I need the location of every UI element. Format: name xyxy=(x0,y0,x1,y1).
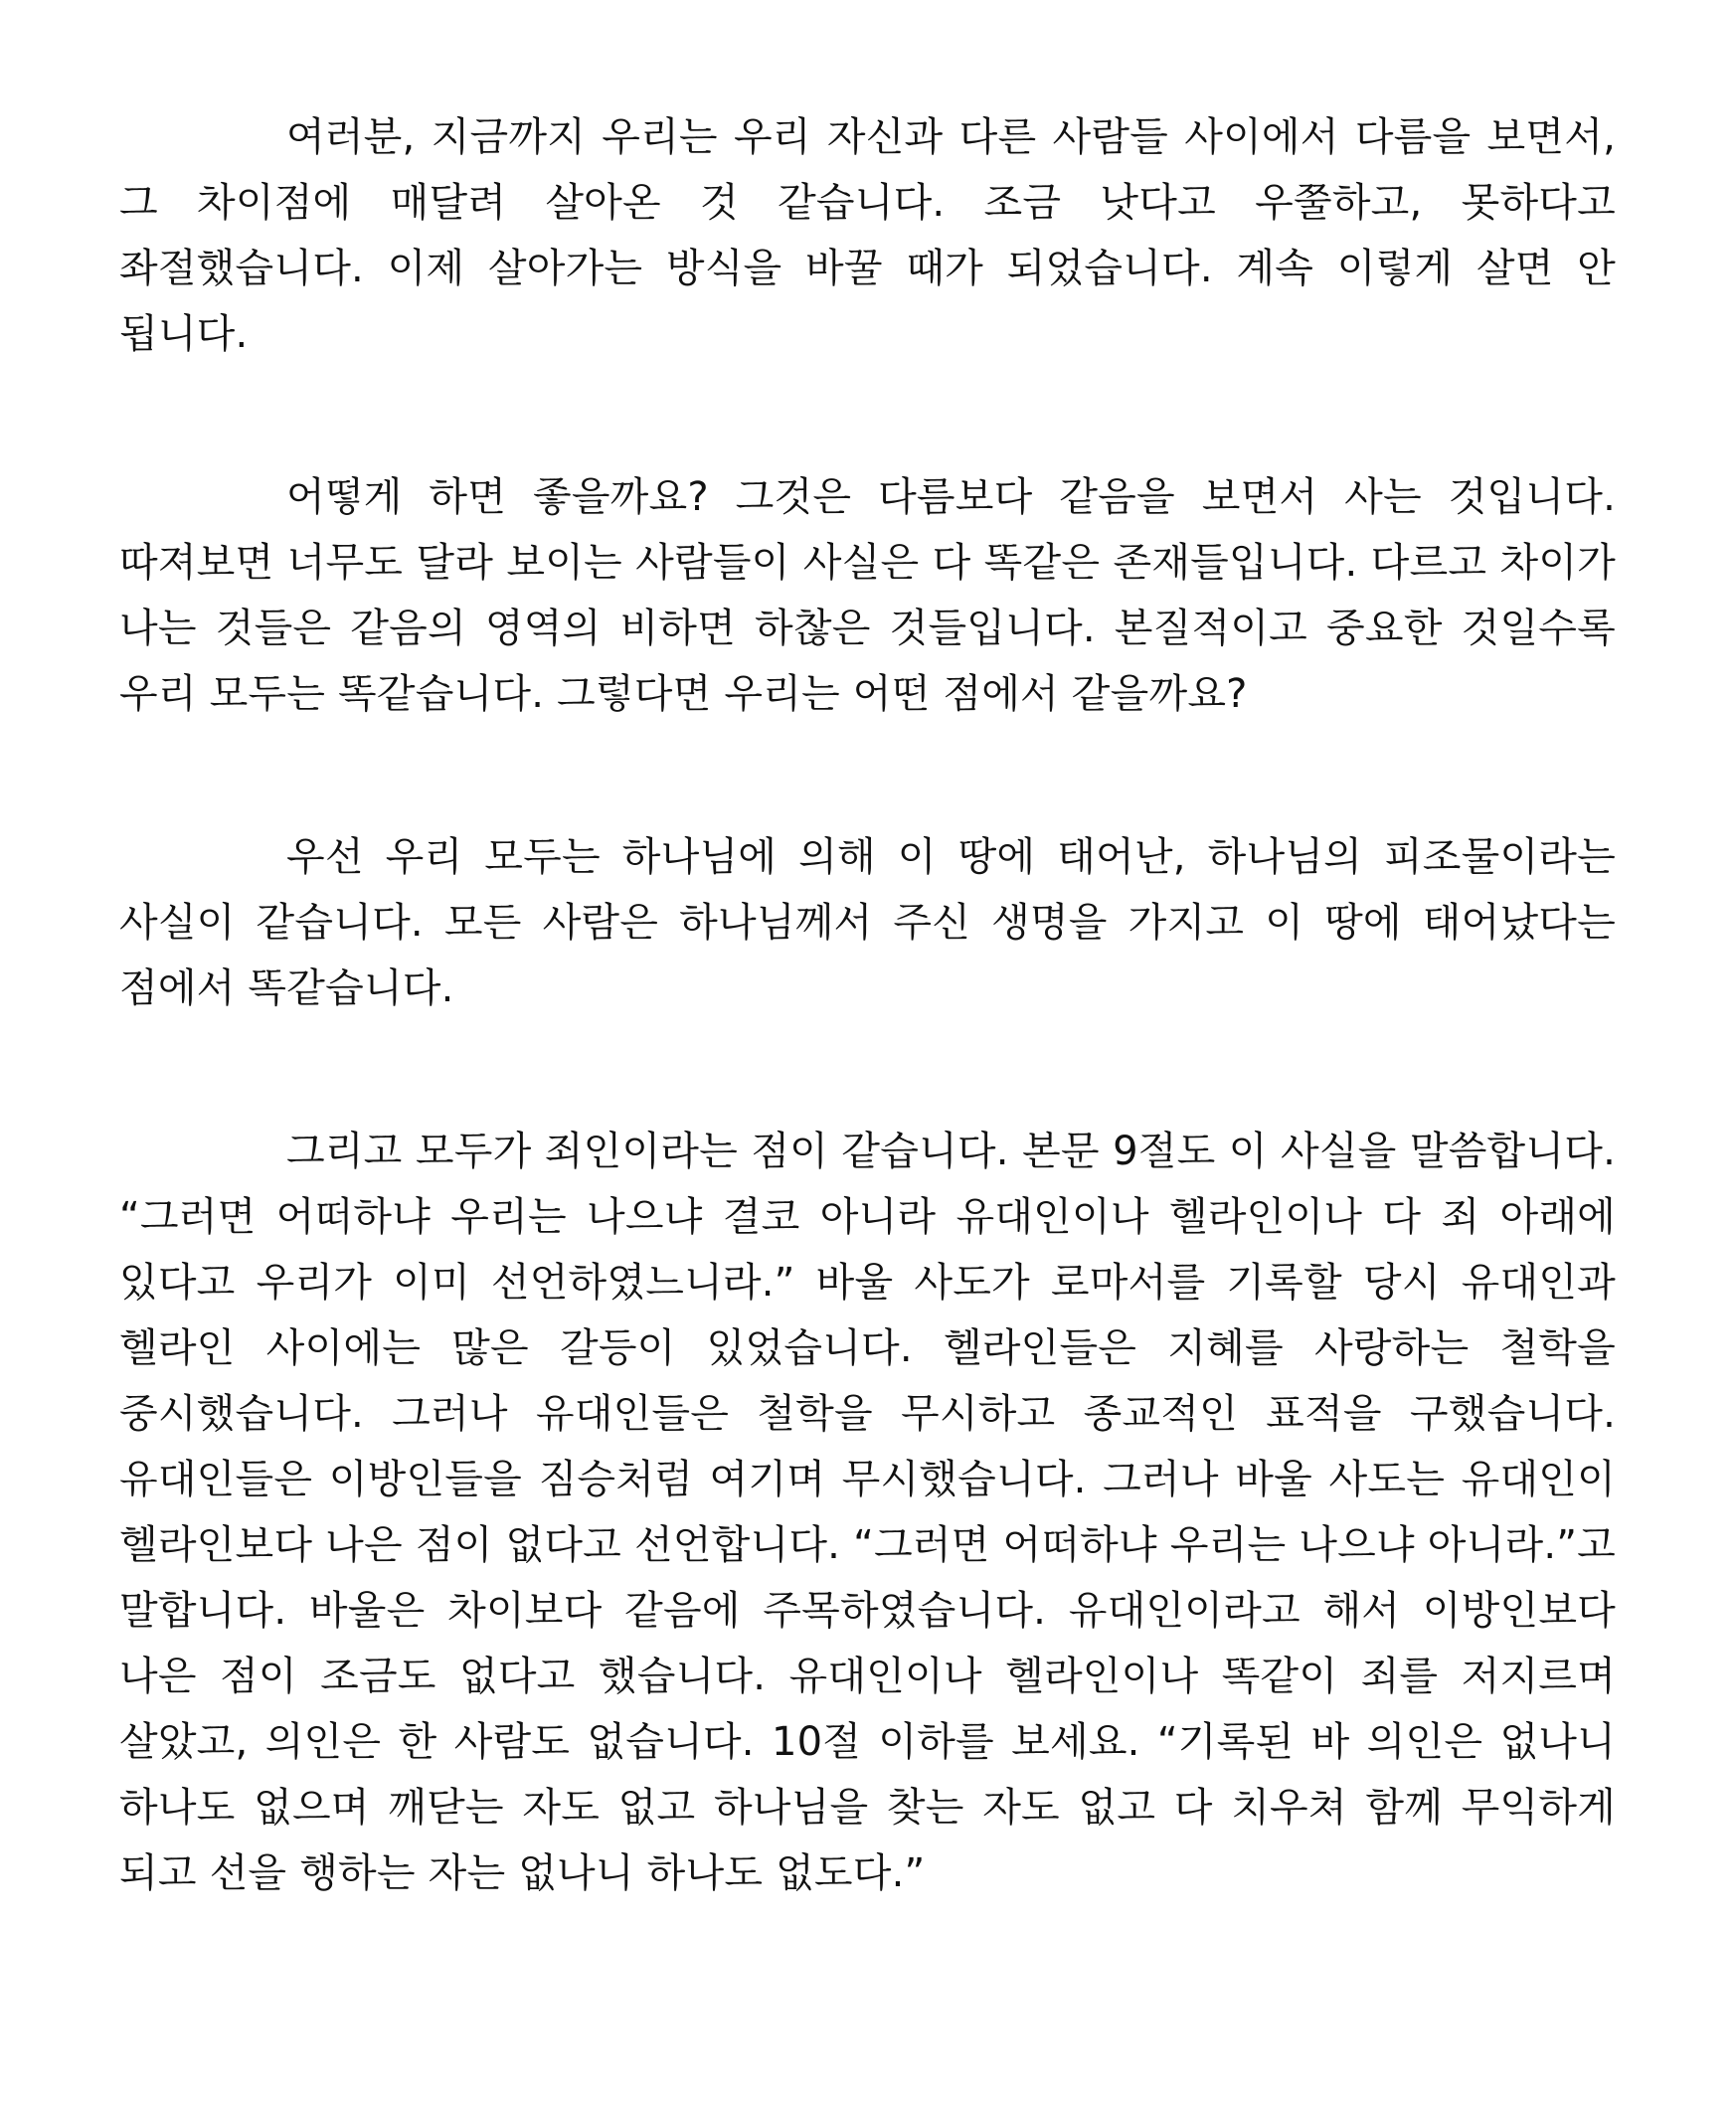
paragraph-1: 여러분, 지금까지 우리는 우리 자신과 다른 사람들 사이에서 다름을 보면서, 그 차이점에 매달려 살아온 것 같습니다. 조금 낫다고 우쭐하고, 못하다고 좌절했습니다. 이제 살아가는 방식을 바꿀 때가 되었습니다. 계속 이렇게 살면 안 됩니다. xyxy=(119,114,1616,357)
paragraph-2: 어떻게 하면 좋을까요? 그것은 다름보다 같음을 보면서 사는 것입니다. 따져보면 너무도 달라 보이는 사람들이 사실은 다 똑같은 존재들입니다. 다르고 차이가 나는 것들은 같음의 영역의 비하면 하찮은 것들입니다. 본질적이고 중요한 것일수록 우리 모두는 똑같습니다. 그렇다면 우리는 어떤 점에서 같을까요? xyxy=(119,474,1616,717)
paragraph-3: 우선 우리 모두는 하나님에 의해 이 땅에 태어난, 하나님의 피조물이라는 사실이 같습니다. 모든 사람은 하나님께서 주신 생명을 가지고 이 땅에 태어났다는 점에서 똑같습니다. xyxy=(119,834,1616,1011)
document-body xyxy=(119,104,1616,1906)
paragraph-4: 그리고 모두가 죄인이라는 점이 같습니다. 본문 9절도 이 사실을 말씀합니다. “그러면 어떠하냐 우리는 나으냐 결코 아니라 유대인이나 헬라인이나 다 죄 아래에 있다고 우리가 이미 선언하였느니라.” 바울 사도가 로마서를 기록할 당시 유대인과 헬라인 사이에는 많은 갈등이 있었습니다. 헬라인들은 지혜를 사랑하는 철학을 중시했습니다. 그러나 유대인들은 철학을 무시하고 종교적인 표적을 구했습니다. 유대인들은 이방인들을 짐승처럼 여기며 무시했습니다. 그러나 바울 사도는 유대인이 헬라인보다 나은 점이 없다고 선언합니다. “그러면 어떠하냐 우리는 나으냐 아니라.”고 말합니다. 바울은 차이보다 같음에 주목하였습니다. 유대인이라고 해서 이방인보다 나은 점이 조금도 없다고 했습니다. 유대인이나 헬라인이나 똑같이 죄를 저지르며 살았고, 의인은 한 사람도 없습니다. 10절 이하를 보세요. “기록된 바 의인은 없나니 하나도 없으며 깨닫는 자도 없고 하나님을 찾는 자도 없고 다 치우쳐 함께 무익하게 되고 선을 행하는 자는 없나니 하나도 없도다.” xyxy=(119,1129,1616,1896)
